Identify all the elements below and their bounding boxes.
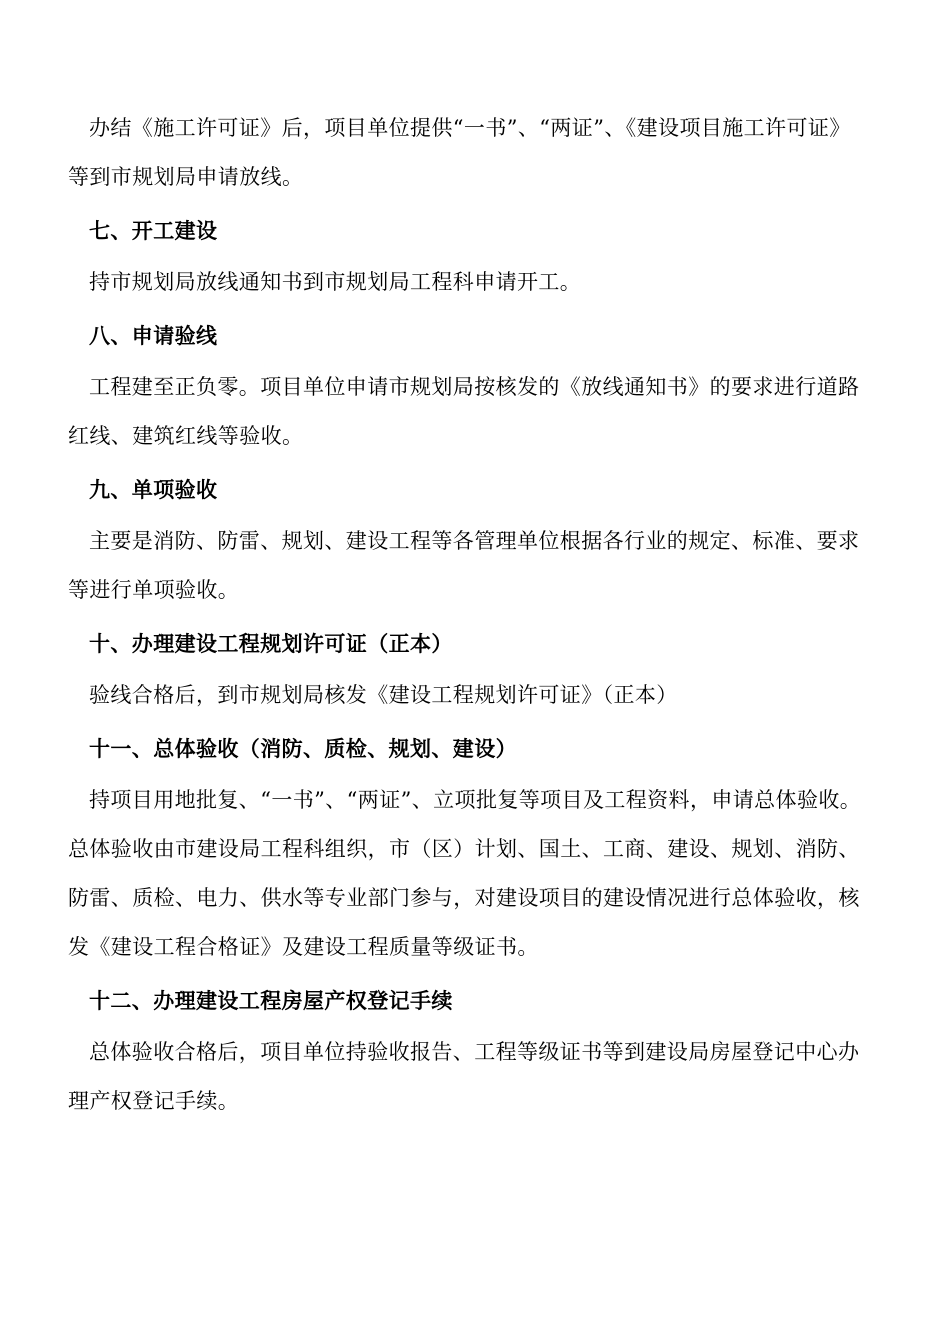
paragraph-start-construction: 持市规划局放线通知书到市规划局工程科申请开工。 xyxy=(89,270,582,294)
heading-section-8: 八、申请验线 xyxy=(89,323,218,348)
heading-section-12: 十二、办理建设工程房屋产权登记手续 xyxy=(89,988,453,1013)
document-body xyxy=(68,104,868,1132)
heading-section-9: 九、单项验收 xyxy=(89,477,218,502)
heading-section-7: 七、开工建设 xyxy=(89,218,218,243)
heading-section-10: 十、办理建设工程规划许可证（正本） xyxy=(89,631,453,656)
paragraph-planning-permit: 验线合格后，到市规划局核发《建设工程规划许可证》（正本） xyxy=(89,683,678,707)
paragraph-line-inspection: 工程建至正负零。项目单位申请市规划局按核发的《放线通知书》的要求进行道路红线、建筑红线等验收。 xyxy=(68,375,860,448)
paragraph-release-line: 办结《施工许可证》后，项目单位提供“一书”、“两证”、《建设项目施工许可证》等到市规划局申请放线。 xyxy=(68,116,851,189)
paragraph-property-registration: 总体验收合格后，项目单位持验收报告、工程等级证书等到建设局房屋登记中心办理产权登记手续。 xyxy=(68,1040,860,1113)
heading-section-11: 十一、总体验收（消防、质检、规划、建设） xyxy=(89,736,517,761)
paragraph-single-inspection: 主要是消防、防雷、规划、建设工程等各管理单位根据各行业的规定、标准、要求等进行单项验收。 xyxy=(68,529,860,602)
paragraph-overall-inspection: 持项目用地批复、“一书”、“两证”、立项批复等项目及工程资料，申请总体验收。总体验收由市建设局工程科组织，市（区）计划、国土、工商、建设、规划、消防、防雷、质检、电力、供水等专业部门参与，对建设项目的建设情况进行总体验收，核发《建设工程合格证》及建设工程质量等级证书。 xyxy=(68,788,862,959)
